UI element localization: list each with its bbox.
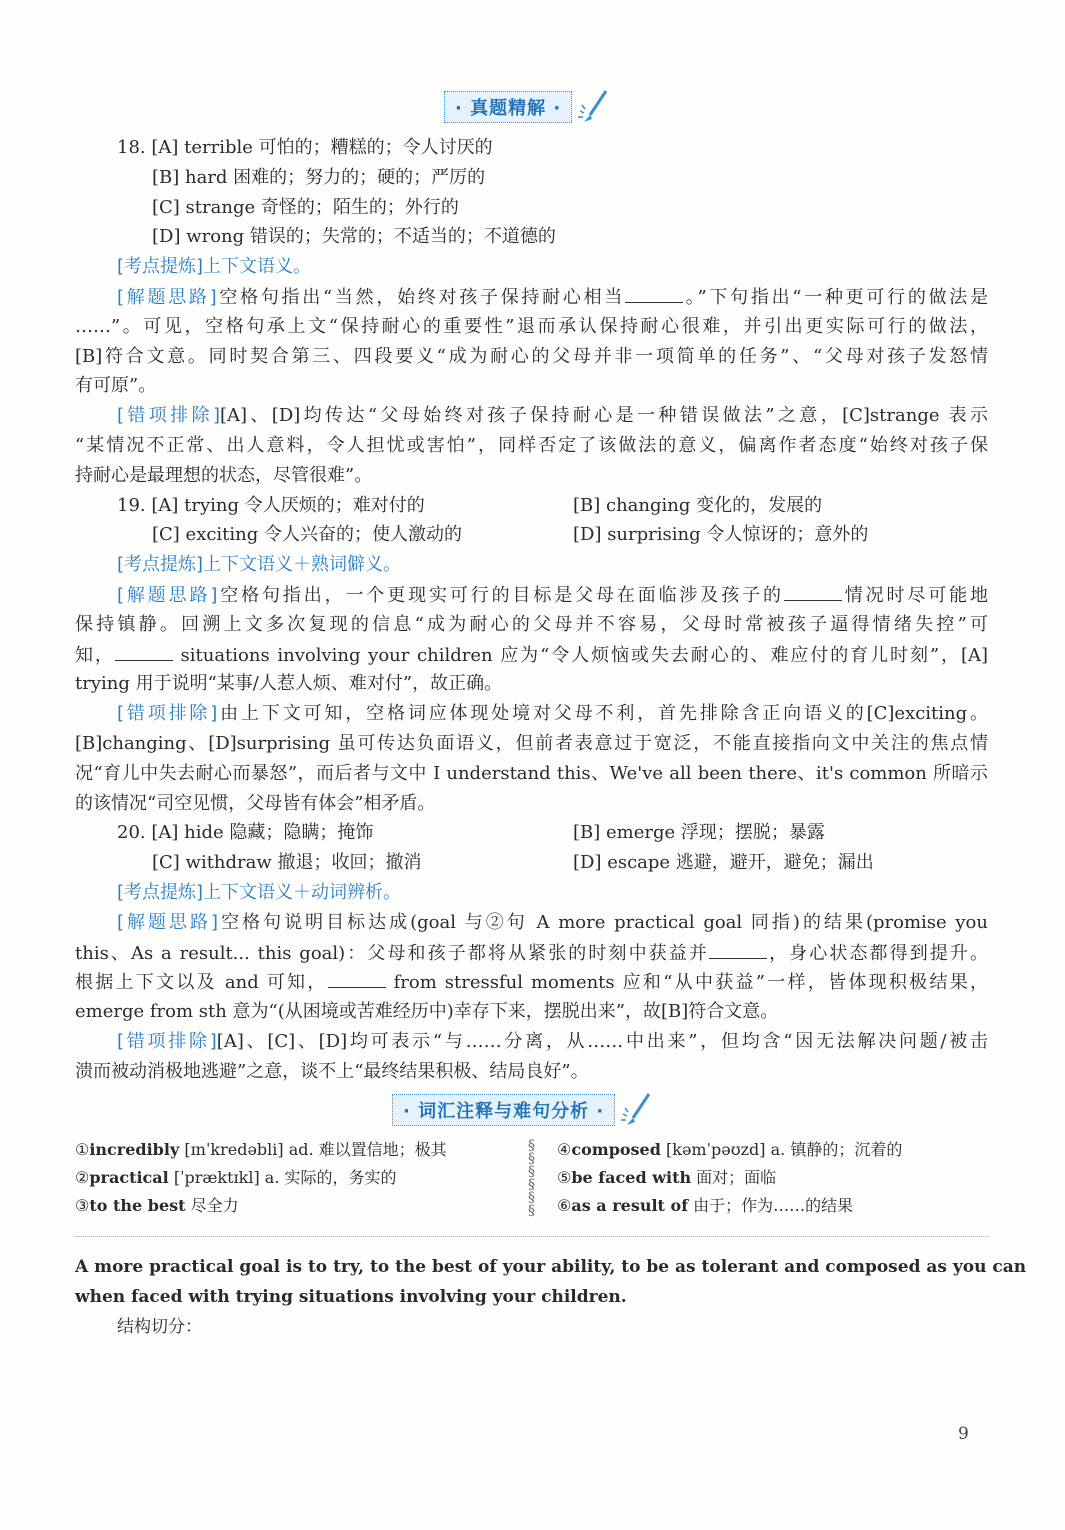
line-text: 溃而被动消极地逃避”之意，谈不上“最终结果积极、结局良好”。 [75, 1060, 589, 1082]
vocab-num: ⑤ [557, 1168, 572, 1187]
vocab-term: to the best [89, 1196, 186, 1215]
section-title-text: 真题精解 [470, 98, 547, 119]
line-text: 情况时尽可能地 [841, 585, 989, 606]
line-text: 持耐心是最理想的状态，尽管很难”。 [75, 464, 373, 486]
line-text: 空格句说明目标达成(goal 与②句 A more practical goal 同指)的结果(promise you [218, 911, 988, 933]
text-line [75, 346, 988, 370]
line-text: [C] strange 奇怪的；陌生的；外行的 [152, 196, 459, 218]
text-line [117, 137, 988, 161]
explanation-line [117, 882, 988, 906]
text-line [75, 435, 988, 459]
line-text: from stressful moments 应和“从中获益”一样，皆体现积极结果， [385, 972, 988, 994]
explanation-line [117, 1031, 988, 1055]
wavy-divider: § § § § § § [528, 1138, 535, 1219]
line-text: 19. [A] trying 令人厌烦的；难对付的 [117, 494, 425, 516]
line-text: [C] exciting 令人兴奋的；使人激动的 [152, 524, 463, 546]
line-text: situations involving your children 应为“令人烦恼或失去耐心的、难应付的育儿时刻”，[A] [172, 644, 988, 666]
line-text: 知， [75, 644, 115, 666]
structure-label: 结构切分： [117, 1317, 202, 1337]
vocab-num: ③ [75, 1196, 90, 1215]
vocab-def: [ɪnˈkredəbli] ad. 难以置信地；极其 [179, 1140, 447, 1159]
vocab-term: incredibly [89, 1140, 180, 1159]
vocab-num: ② [75, 1168, 90, 1187]
vocab-term: composed [571, 1140, 661, 1159]
answer-blank [625, 286, 683, 303]
text-line [75, 971, 988, 995]
line-text: 空格句指出“当然，始终对孩子保持耐心相当 [216, 287, 626, 308]
brush-icon [576, 89, 610, 125]
line-text: [A]、[D]均传达“父母始终对孩子保持耐心是一种错误做法”之意，[C]strange 表示 [219, 405, 988, 427]
line-text: 有可原”。 [75, 375, 157, 397]
text-line [75, 942, 988, 966]
vocab-def: [kəmˈpəʊzd] a. 镇静的；沉着的 [660, 1140, 903, 1159]
section-label: [错项排除] [117, 703, 218, 725]
section-title: · 词汇注释与难句分析 · [392, 1094, 615, 1126]
text-line [75, 644, 988, 668]
explanation-line [117, 286, 988, 310]
section-label: [解题思路] [117, 585, 218, 606]
section-label: [错项排除] [117, 1031, 217, 1052]
vocab-item [75, 1196, 239, 1216]
line-text: [A]、[C]、[D]均可表示“与……分离，从……中出来”，但均含“因无法解决问题/被击 [216, 1031, 988, 1052]
vocab-def: 由于；作为……的结果 [688, 1196, 854, 1215]
vocab-num: ⑥ [557, 1196, 572, 1215]
line-text: ……”。可见，空格句承上文“保持耐心的重要性”退而承认保持耐心很难，并引出更实际可行的做法， [75, 315, 988, 337]
text-line [152, 167, 988, 191]
text-line [75, 316, 988, 340]
text-line [75, 375, 988, 399]
line-text: 由上下文可知，空格词应体现处境对父母不利，首先排除含正向语义的[C]exciting。 [217, 703, 989, 725]
text-line [75, 614, 988, 638]
vocab-def: [ˈpræktɪkl] a. 实际的，务实的 [168, 1168, 397, 1187]
line-text: [B]changing、[D]surprising 虽可传达负面语义，但前者表意过于宽泛，不能直接指向文中关注的焦点情 [75, 733, 988, 754]
line-text: trying 用于说明“某事/人惹人烦、难对付”，故正确。 [75, 673, 503, 695]
sentence-line: when faced with trying situations involving your children. [75, 1287, 627, 1307]
text-line [75, 673, 988, 697]
line-text: 。”下句指出“一种更可行的做法是 [683, 287, 989, 308]
line-text: 况“育儿中失去耐心而暴怒”，而后者与文中 I understand this、We've all been there、it's common 所暗示 [75, 762, 988, 784]
line-text: [C] withdraw 撤退；收回；撤消 [152, 852, 422, 874]
explanation-line [117, 405, 988, 429]
answer-blank [784, 584, 842, 601]
explanation-line [117, 554, 988, 578]
text-line [117, 822, 988, 846]
vocab-term: practical [89, 1168, 169, 1187]
section-label: [考点提炼] [117, 554, 204, 576]
section-label: [考点提炼] [117, 882, 204, 903]
vocab-item [75, 1140, 447, 1160]
explanation-line [117, 912, 988, 936]
section-label: [解题思路] [117, 287, 217, 308]
option-right: [B] changing 变化的，发展的 [573, 494, 823, 516]
section-header-answers [444, 92, 610, 122]
vocab-item [557, 1168, 776, 1188]
vocab-term: be faced with [571, 1168, 692, 1187]
section-label: [错项排除] [117, 405, 220, 427]
answer-blank [328, 971, 386, 988]
vocab-term: as a result of [571, 1196, 689, 1215]
text-line [75, 1061, 988, 1085]
option-right: [D] surprising 令人惊讶的；意外的 [573, 524, 869, 546]
section-label: [考点提炼] [117, 256, 204, 278]
text-line [152, 852, 988, 876]
section-title: · 真题精解 · [444, 91, 572, 123]
sentence-line: A more practical goal is to try, to the best of your ability, to be as tolerant and composed as you can [75, 1257, 1027, 1277]
text-line [117, 495, 988, 519]
brush-icon [619, 1092, 653, 1128]
text-line [152, 226, 988, 250]
line-text: emerge from sth 意为“(从困境或苦难经历中)幸存下来，摆脱出来”，故[B]符合文意。 [75, 1001, 779, 1023]
vocab-num: ④ [557, 1140, 572, 1159]
line-text: 空格句指出，一个更现实可行的目标是父母在面临涉及孩子的 [217, 585, 784, 606]
line-text: ，身心状态都得到提升。 [766, 942, 989, 964]
text-line [75, 793, 988, 817]
vocab-def: 面对；面临 [691, 1168, 777, 1187]
text-line [75, 465, 988, 489]
explanation-line [117, 703, 988, 727]
page-number: 9 [958, 1424, 969, 1444]
vocab-item [557, 1196, 853, 1216]
section-label: [解题思路] [117, 911, 219, 933]
line-text: 上下文语义＋熟词僻义。 [203, 554, 402, 576]
line-text: 保持镇静。回溯上文多次复现的信息“成为耐心的父母并不容易，父母时常被孩子逼得情绪失控”可 [75, 613, 988, 635]
line-text: 上下文语义＋动词辨析。 [203, 882, 402, 903]
line-text: 上下文语义。 [203, 256, 312, 278]
line-text: 18. [A] terrible 可怕的；糟糕的；令人讨厌的 [117, 137, 493, 158]
line-text: 根据上下文以及 and 可知， [75, 972, 328, 994]
line-text: [D] wrong 错误的；失常的；不适当的；不道德的 [152, 226, 556, 248]
text-line [75, 763, 988, 787]
answer-blank [115, 644, 173, 661]
option-right: [B] emerge 浮现；摆脱；暴露 [573, 822, 825, 844]
vocab-item [557, 1140, 902, 1160]
vocab-num: ① [75, 1140, 90, 1159]
text-line [152, 524, 988, 548]
line-text: 20. [A] hide 隐藏；隐瞒；掩饰 [117, 822, 374, 844]
text-line [75, 733, 988, 757]
line-text: [B] hard 困难的；努力的；硬的；严厉的 [152, 166, 486, 188]
text-line [152, 197, 988, 221]
answer-blank [709, 942, 767, 959]
option-right: [D] escape 逃避，避开，避免；漏出 [573, 852, 874, 874]
section-header-vocab [392, 1095, 653, 1125]
line-text: this、As a result... this goal)：父母和孩子都将从紧张的时刻中获益并 [75, 942, 709, 964]
explanation-line [117, 584, 988, 608]
line-text: [B]符合文意。同时契合第三、四段要义“成为耐心的父母并非一项简单的任务”、“父母对孩子发怒情 [75, 345, 988, 367]
line-text: “某情况不正常、出人意料，令人担忧或害怕”，同样否定了该做法的意义，偏离作者态度“始终对孩子保 [75, 435, 988, 456]
explanation-line [117, 256, 988, 280]
text-line [75, 1001, 988, 1025]
line-text: 的该情况“司空见惯，父母皆有体会”相矛盾。 [75, 792, 436, 814]
vocab-def: 尽全力 [185, 1196, 239, 1215]
dotted-divider [75, 1236, 988, 1237]
section-title-text: 词汇注释与难句分析 [418, 1101, 590, 1122]
vocab-item [75, 1168, 397, 1188]
